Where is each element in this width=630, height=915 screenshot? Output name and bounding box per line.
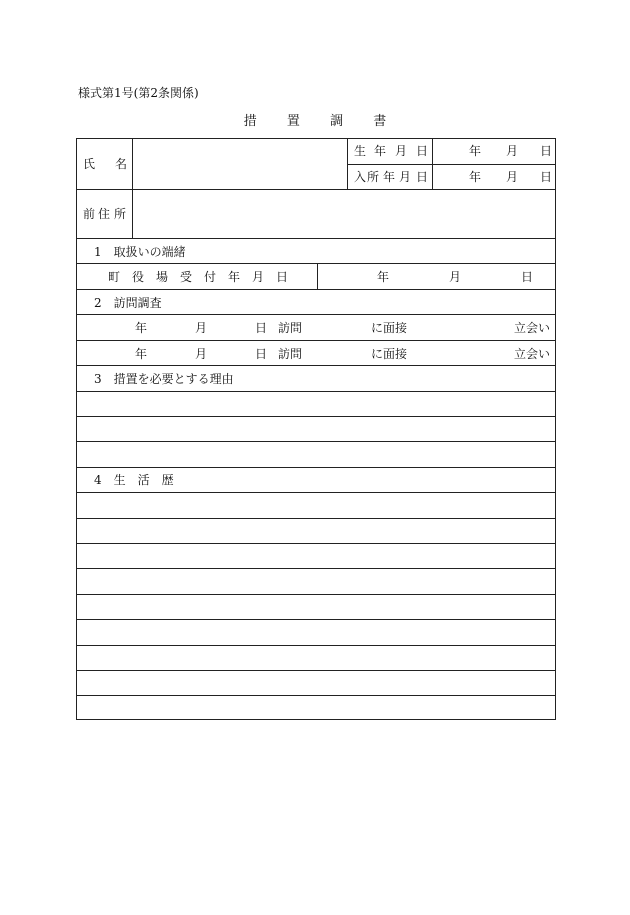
visit-label: 訪問 bbox=[278, 347, 303, 361]
office-receipt-label: 月 bbox=[252, 270, 265, 284]
former-address-field[interactable] bbox=[134, 190, 555, 237]
section-heading: 4 生 活 歴 bbox=[94, 473, 174, 487]
visit-day-unit: 日 bbox=[255, 347, 268, 361]
row-divider bbox=[77, 391, 556, 392]
birth-date-label: 生 bbox=[354, 144, 367, 158]
row-divider bbox=[77, 543, 556, 544]
admission-date-label: 月 bbox=[399, 170, 412, 184]
admission-date-label: 日 bbox=[416, 170, 429, 184]
name-field[interactable] bbox=[134, 140, 346, 188]
row-divider bbox=[77, 314, 556, 315]
office-receipt-label: 付 bbox=[204, 270, 217, 284]
column-divider bbox=[347, 139, 348, 189]
column-divider bbox=[132, 139, 133, 238]
admission-year-unit: 年 bbox=[469, 170, 482, 184]
visit-day-unit: 日 bbox=[255, 321, 268, 335]
row-divider bbox=[77, 467, 556, 468]
document-title bbox=[0, 110, 630, 129]
admission-day-unit: 日 bbox=[540, 170, 553, 184]
birth-year-unit: 年 bbox=[469, 144, 482, 158]
former-address-label: 前 bbox=[83, 207, 96, 221]
interview-label: に面接 bbox=[371, 347, 408, 361]
row-divider bbox=[77, 441, 556, 442]
form-number: 様式第1号(第2条関係) bbox=[78, 86, 199, 100]
birth-date-label: 日 bbox=[416, 144, 429, 158]
birth-date-label: 年 bbox=[374, 144, 387, 158]
section-heading: 2 訪問調査 bbox=[94, 296, 162, 310]
office-receipt-label: 役 bbox=[132, 270, 145, 284]
visit-year-unit: 年 bbox=[135, 321, 148, 335]
section-heading: 3 措置を必要とする理由 bbox=[94, 372, 234, 386]
birth-month-unit: 月 bbox=[506, 144, 519, 158]
former-address-label: 住 bbox=[98, 207, 111, 221]
name-label: 氏 bbox=[83, 157, 96, 171]
office-receipt-label: 町 bbox=[108, 270, 121, 284]
row-divider bbox=[77, 645, 556, 646]
title-char: 調 bbox=[330, 114, 344, 129]
receipt-day-unit: 日 bbox=[521, 270, 534, 284]
witness-label: 立会い bbox=[514, 321, 551, 335]
row-divider bbox=[77, 568, 556, 569]
office-receipt-label: 日 bbox=[276, 270, 289, 284]
interview-label: に面接 bbox=[371, 321, 408, 335]
admission-date-label: 所 bbox=[367, 170, 380, 184]
row-divider bbox=[77, 695, 556, 696]
section-heading: 1 取扱いの端緒 bbox=[94, 245, 186, 259]
receipt-year-unit: 年 bbox=[377, 270, 390, 284]
row-divider bbox=[77, 365, 556, 366]
office-receipt-label: 場 bbox=[156, 270, 169, 284]
admission-date-label: 入 bbox=[354, 170, 367, 184]
visit-month-unit: 月 bbox=[195, 321, 208, 335]
office-receipt-label: 受 bbox=[180, 270, 193, 284]
row-divider bbox=[77, 518, 556, 519]
row-divider bbox=[77, 492, 556, 493]
row-divider bbox=[77, 670, 556, 671]
title-char: 置 bbox=[286, 114, 300, 129]
title-char: 書 bbox=[373, 114, 387, 129]
row-divider bbox=[77, 619, 556, 620]
title-char: 措 bbox=[243, 114, 257, 129]
column-divider bbox=[432, 139, 433, 189]
birth-day-unit: 日 bbox=[540, 144, 553, 158]
visit-year-unit: 年 bbox=[135, 347, 148, 361]
birth-date-label: 月 bbox=[395, 144, 408, 158]
name-label: 名 bbox=[115, 157, 128, 171]
office-receipt-label: 年 bbox=[228, 270, 241, 284]
admission-month-unit: 月 bbox=[506, 170, 519, 184]
row-divider bbox=[77, 416, 556, 417]
former-address-label: 所 bbox=[114, 207, 127, 221]
row-divider bbox=[77, 340, 556, 341]
row-divider bbox=[77, 594, 556, 595]
column-divider bbox=[317, 263, 318, 289]
visit-month-unit: 月 bbox=[195, 347, 208, 361]
form-table bbox=[76, 138, 556, 720]
witness-label: 立会い bbox=[514, 347, 551, 361]
visit-label: 訪問 bbox=[278, 321, 303, 335]
receipt-month-unit: 月 bbox=[449, 270, 462, 284]
admission-date-label: 年 bbox=[383, 170, 396, 184]
row-divider bbox=[77, 238, 556, 239]
row-divider bbox=[77, 289, 556, 290]
row-divider bbox=[347, 164, 556, 165]
